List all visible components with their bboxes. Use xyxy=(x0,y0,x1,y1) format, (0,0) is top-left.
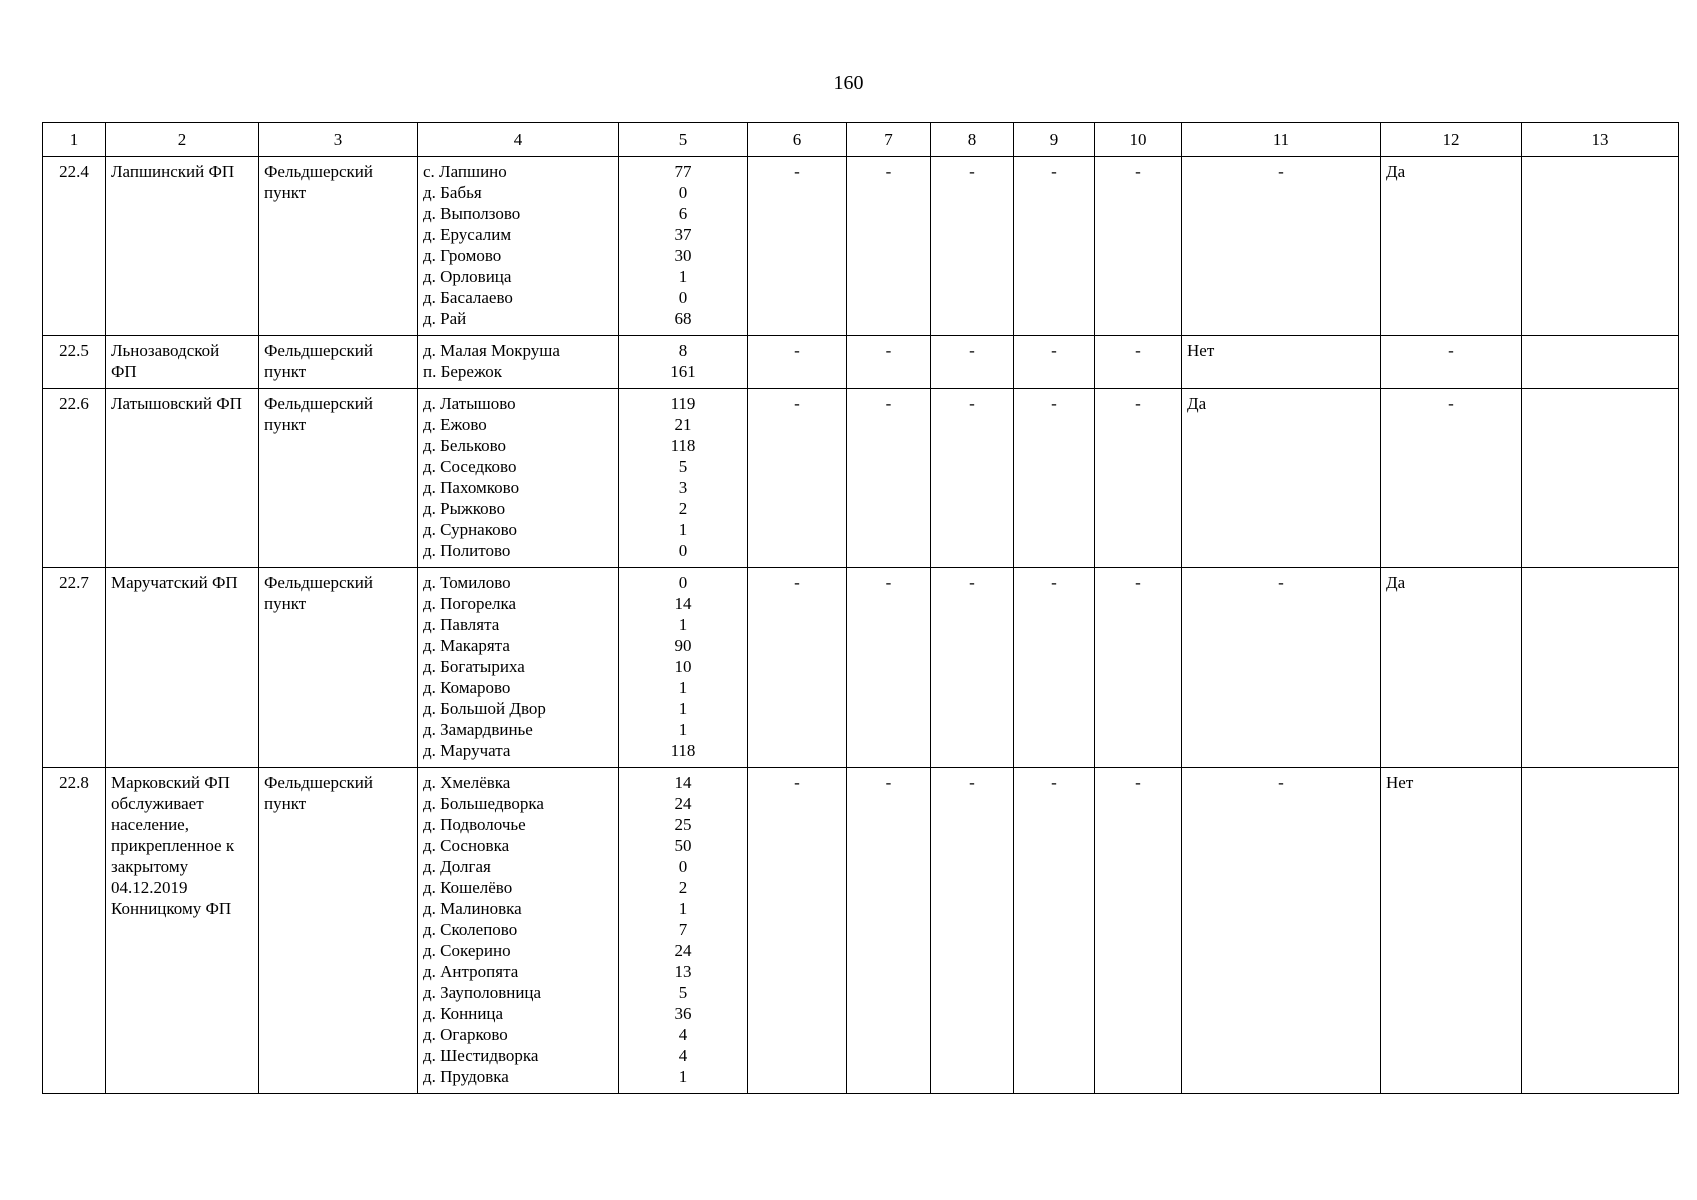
facility-name-line: Латышовский ФП xyxy=(111,394,242,413)
settlement-name: д. Пахомково xyxy=(423,478,520,497)
settlement-name: д. Малая Мокруша xyxy=(423,341,560,360)
facility-name-line: Маручатский ФП xyxy=(111,573,238,592)
settlement-name: д. Рыжково xyxy=(423,499,506,518)
facility-type-line: пункт xyxy=(264,794,307,813)
settlement-name: д. Рай xyxy=(423,309,467,328)
settlement-name: д. Бабья xyxy=(423,183,482,202)
facility-type-cell xyxy=(259,157,418,336)
column-header: 10 xyxy=(1095,123,1182,157)
row-number-cell: 22.8 xyxy=(43,768,106,1094)
settlement-name: п. Бережок xyxy=(423,362,503,381)
population-value: 2 xyxy=(678,499,688,518)
facility-name-line: 04.12.2019 xyxy=(111,878,188,897)
population-cell xyxy=(619,389,748,568)
column-header: 9 xyxy=(1014,123,1095,157)
population-value: 4 xyxy=(678,1046,688,1065)
population-value: 14 xyxy=(674,594,692,613)
column-header: 3 xyxy=(259,123,418,157)
column-header: 13 xyxy=(1522,123,1679,157)
facility-name-line: Марковский ФП xyxy=(111,773,230,792)
population-value: 1 xyxy=(678,720,688,739)
population-value: 25 xyxy=(674,815,692,834)
page-number: 160 xyxy=(833,72,864,94)
value-cell-c13 xyxy=(1522,389,1679,568)
facility-name-cell xyxy=(106,389,259,568)
facility-type-line: пункт xyxy=(264,415,307,434)
settlement-name: д. Сурнаково xyxy=(423,520,518,539)
value-cell-c8: - xyxy=(931,389,1014,568)
value-cell-c9: - xyxy=(1014,336,1095,389)
value-cell-c7: - xyxy=(847,336,931,389)
facility-type-line: Фельдшерский xyxy=(264,341,373,360)
facility-name-cell xyxy=(106,157,259,336)
value-cell-c10: - xyxy=(1095,768,1182,1094)
population-value: 37 xyxy=(674,225,692,244)
settlement-name: д. Кошелёво xyxy=(423,878,513,897)
value-cell-c6: - xyxy=(748,568,847,768)
population-value: 0 xyxy=(678,541,688,560)
population-value: 24 xyxy=(674,941,692,960)
column-header: 1 xyxy=(43,123,106,157)
population-value: 36 xyxy=(674,1004,692,1023)
settlement-name: д. Хмелёвка xyxy=(423,773,511,792)
settlement-name: д. Ерусалим xyxy=(423,225,512,244)
facility-type-line: пункт xyxy=(264,183,307,202)
facility-name-cell xyxy=(106,768,259,1094)
value-cell-c6: - xyxy=(748,157,847,336)
row-number-cell: 22.4 xyxy=(43,157,106,336)
column-header: 4 xyxy=(418,123,619,157)
population-value: 90 xyxy=(674,636,692,655)
population-value: 30 xyxy=(674,246,692,265)
value-cell-c12: - xyxy=(1381,336,1522,389)
settlement-name: д. Ежово xyxy=(423,415,487,434)
value-cell-c10: - xyxy=(1095,389,1182,568)
population-value: 5 xyxy=(678,983,688,1002)
population-value: 10 xyxy=(674,657,692,676)
settlement-name: д. Прудовка xyxy=(423,1067,509,1086)
population-value: 161 xyxy=(670,362,696,381)
facility-name-line: закрытому xyxy=(111,857,189,876)
value-cell-c12: - xyxy=(1381,389,1522,568)
column-header: 8 xyxy=(931,123,1014,157)
population-value: 77 xyxy=(674,162,692,181)
settlement-name: д. Басалаево xyxy=(423,288,513,307)
facility-type-line: Фельдшерский xyxy=(264,573,373,592)
settlement-name: д. Громово xyxy=(423,246,502,265)
population-value: 24 xyxy=(674,794,692,813)
facility-name-line: население, xyxy=(111,815,189,834)
value-cell-c10: - xyxy=(1095,336,1182,389)
table-row xyxy=(43,568,1679,768)
value-cell-c12: Да xyxy=(1381,157,1522,336)
header-row xyxy=(43,123,1679,157)
settlement-name: д. Конница xyxy=(423,1004,504,1023)
population-value: 3 xyxy=(678,478,688,497)
column-header: 6 xyxy=(748,123,847,157)
column-header: 12 xyxy=(1381,123,1522,157)
facility-type-cell xyxy=(259,336,418,389)
settlement-name: д. Малиновка xyxy=(423,899,522,918)
settlement-name: д. Политово xyxy=(423,541,511,560)
settlement-name: д. Выползово xyxy=(423,204,521,223)
column-header: 7 xyxy=(847,123,931,157)
population-value: 21 xyxy=(674,415,692,434)
value-cell-c6: - xyxy=(748,389,847,568)
value-cell-c13 xyxy=(1522,768,1679,1094)
column-header: 2 xyxy=(106,123,259,157)
settlement-name: д. Сокерино xyxy=(423,941,511,960)
population-value: 50 xyxy=(674,836,692,855)
population-value: 13 xyxy=(674,962,692,981)
facility-type-line: пункт xyxy=(264,362,307,381)
population-value: 119 xyxy=(670,394,696,413)
settlement-name: д. Шестидворка xyxy=(423,1046,539,1065)
row-number-cell: 22.6 xyxy=(43,389,106,568)
facility-name-line: Льнозаводской xyxy=(111,341,220,360)
settlement-name: д. Богатыриха xyxy=(423,657,525,676)
settlement-name: д. Сколепово xyxy=(423,920,518,939)
value-cell-c11: - xyxy=(1182,568,1381,768)
value-cell-c11: - xyxy=(1182,157,1381,336)
table-row xyxy=(43,768,1679,1094)
facility-name-line: прикрепленное к xyxy=(111,836,235,855)
settlements-cell xyxy=(418,157,619,336)
facility-type-cell xyxy=(259,389,418,568)
population-cell xyxy=(619,568,748,768)
table-row xyxy=(43,157,1679,336)
population-value: 118 xyxy=(670,741,696,760)
value-cell-c8: - xyxy=(931,336,1014,389)
settlement-name: д. Погорелка xyxy=(423,594,517,613)
population-value: 4 xyxy=(678,1025,688,1044)
value-cell-c9: - xyxy=(1014,768,1095,1094)
population-value: 1 xyxy=(678,899,688,918)
settlement-name: д. Томилово xyxy=(423,573,511,592)
value-cell-c6: - xyxy=(748,336,847,389)
settlement-name: д. Бельково xyxy=(423,436,506,455)
value-cell-c8: - xyxy=(931,568,1014,768)
value-cell-c10: - xyxy=(1095,568,1182,768)
settlement-name: д. Подволочье xyxy=(423,815,526,834)
value-cell-c12: Нет xyxy=(1381,768,1522,1094)
table-body xyxy=(43,157,1679,1094)
value-cell-c9: - xyxy=(1014,568,1095,768)
settlement-name: д. Павлята xyxy=(423,615,500,634)
value-cell-c13 xyxy=(1522,336,1679,389)
population-value: 118 xyxy=(670,436,696,455)
settlement-name: д. Соседково xyxy=(423,457,517,476)
population-value: 0 xyxy=(678,857,688,876)
value-cell-c8: - xyxy=(931,157,1014,336)
value-cell-c7: - xyxy=(847,157,931,336)
settlement-name: д. Латышово xyxy=(423,394,516,413)
settlement-name: д. Орловица xyxy=(423,267,512,286)
settlement-name: д. Антропята xyxy=(423,962,519,981)
column-header: 5 xyxy=(619,123,748,157)
value-cell-c8: - xyxy=(931,768,1014,1094)
facility-type-cell xyxy=(259,768,418,1094)
population-value: 1 xyxy=(678,267,688,286)
settlement-name: д. Макарята xyxy=(423,636,510,655)
value-cell-c13 xyxy=(1522,568,1679,768)
population-value: 1 xyxy=(678,699,688,718)
value-cell-c11: Да xyxy=(1182,389,1381,568)
population-value: 7 xyxy=(678,920,688,939)
population-value: 14 xyxy=(674,773,692,792)
settlement-name: д. Большой Двор xyxy=(423,699,546,718)
settlement-name: д. Долгая xyxy=(423,857,491,876)
value-cell-c13 xyxy=(1522,157,1679,336)
settlements-cell xyxy=(418,389,619,568)
population-value: 1 xyxy=(678,1067,688,1086)
population-cell xyxy=(619,768,748,1094)
row-number-cell: 22.5 xyxy=(43,336,106,389)
settlement-name: д. Замардвинье xyxy=(423,720,533,739)
population-cell xyxy=(619,336,748,389)
population-value: 5 xyxy=(678,457,688,476)
table-row xyxy=(43,336,1679,389)
facility-name-cell xyxy=(106,336,259,389)
facility-type-line: Фельдшерский xyxy=(264,394,373,413)
settlement-name: д. Комарово xyxy=(423,678,511,697)
value-cell-c11: - xyxy=(1182,768,1381,1094)
settlement-name: д. Сосновка xyxy=(423,836,510,855)
facility-name-line: Лапшинский ФП xyxy=(111,162,235,181)
facility-name-line: обслуживает xyxy=(111,794,204,813)
value-cell-c6: - xyxy=(748,768,847,1094)
population-value: 1 xyxy=(678,520,688,539)
row-number-cell: 22.7 xyxy=(43,568,106,768)
population-value: 0 xyxy=(678,573,688,592)
value-cell-c11: Нет xyxy=(1182,336,1381,389)
value-cell-c7: - xyxy=(847,568,931,768)
facility-type-cell xyxy=(259,568,418,768)
population-value: 2 xyxy=(678,878,688,897)
population-value: 1 xyxy=(678,615,688,634)
facility-name-line: Конницкому ФП xyxy=(111,899,232,918)
value-cell-c10: - xyxy=(1095,157,1182,336)
settlements-cell xyxy=(418,568,619,768)
facility-type-line: Фельдшерский xyxy=(264,773,373,792)
population-value: 0 xyxy=(678,288,688,307)
value-cell-c12: Да xyxy=(1381,568,1522,768)
settlement-name: д. Огарково xyxy=(423,1025,508,1044)
facility-type-line: пункт xyxy=(264,594,307,613)
facility-name-line: ФП xyxy=(111,362,137,381)
settlement-name: д. Маручата xyxy=(423,741,511,760)
settlements-cell xyxy=(418,336,619,389)
value-cell-c7: - xyxy=(847,389,931,568)
population-value: 6 xyxy=(678,204,688,223)
value-cell-c7: - xyxy=(847,768,931,1094)
settlement-name: д. Зауполовница xyxy=(423,983,542,1002)
value-cell-c9: - xyxy=(1014,157,1095,336)
settlements-cell xyxy=(418,768,619,1094)
settlement-name: с. Лапшино xyxy=(423,162,507,181)
facilities-table xyxy=(42,122,1679,1094)
population-value: 1 xyxy=(678,678,688,697)
population-value: 0 xyxy=(678,183,688,202)
settlement-name: д. Большедворка xyxy=(423,794,544,813)
population-value: 8 xyxy=(678,341,688,360)
column-header: 11 xyxy=(1182,123,1381,157)
facility-type-line: Фельдшерский xyxy=(264,162,373,181)
table-row xyxy=(43,389,1679,568)
population-cell xyxy=(619,157,748,336)
facility-name-cell xyxy=(106,568,259,768)
population-value: 68 xyxy=(674,309,692,328)
value-cell-c9: - xyxy=(1014,389,1095,568)
